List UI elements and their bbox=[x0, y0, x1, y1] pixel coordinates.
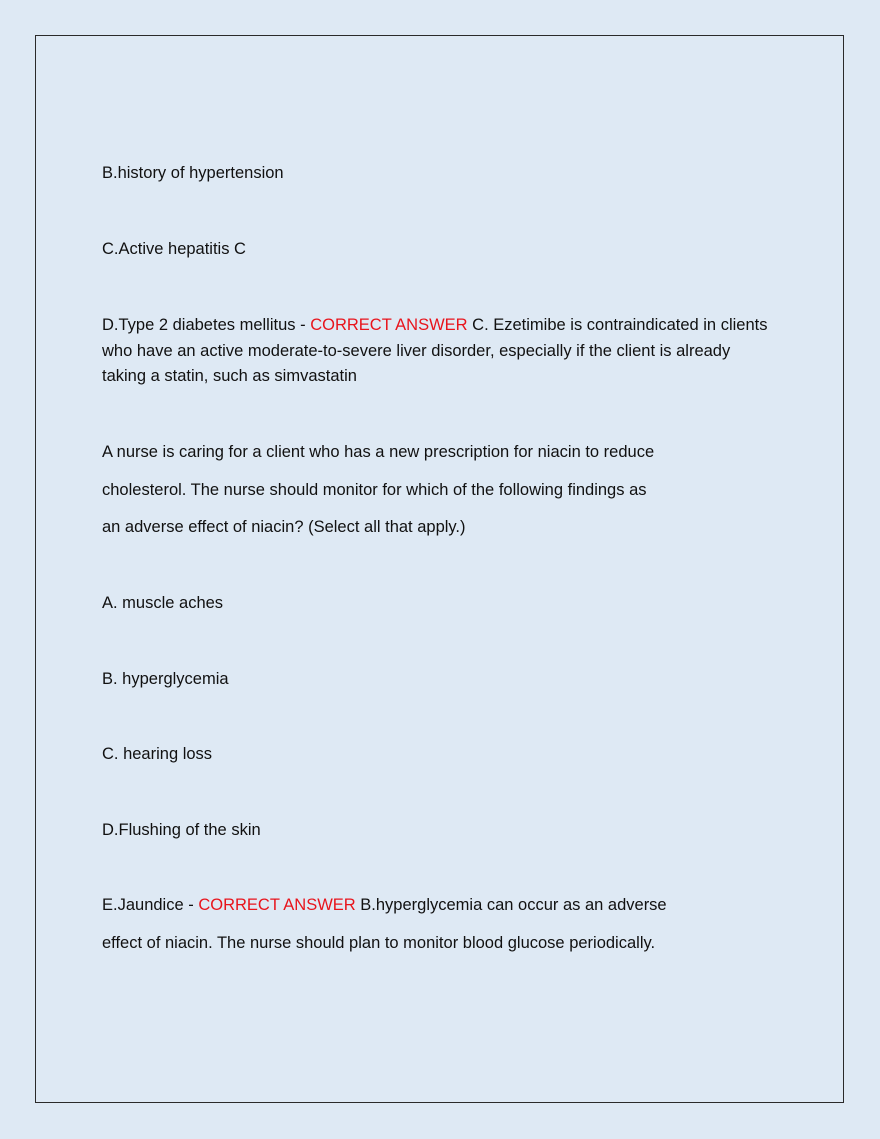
q1-option-b: B.history of hypertension bbox=[102, 164, 284, 182]
q1-option-c: C.Active hepatitis C bbox=[102, 240, 246, 258]
q1-rationale-line1: C. Ezetimibe is contraindicated in clients bbox=[467, 316, 768, 334]
q2-option-b: B. hyperglycemia bbox=[102, 670, 229, 688]
q2-option-c: C. hearing loss bbox=[102, 745, 213, 763]
q2-option-a: A. muscle aches bbox=[102, 594, 224, 612]
q2-option-e: E.Jaundice - bbox=[102, 896, 199, 914]
q1-option-d-line bbox=[102, 312, 767, 338]
q2-stem-line3: an adverse effect of niacin? (Select all that apply.) bbox=[102, 518, 466, 536]
q2-stem-line1: A nurse is caring for a client who has a new prescription for niacin to reduce bbox=[102, 443, 655, 461]
q1-option-d: D.Type 2 diabetes mellitus - bbox=[102, 316, 311, 334]
q1-correct-answer-label: CORRECT ANSWER bbox=[310, 316, 468, 334]
q2-option-d: D.Flushing of the skin bbox=[102, 821, 261, 839]
q1-rationale-line3: taking a statin, such as simvastatin bbox=[102, 367, 357, 385]
q2-rationale-line2: effect of niacin. The nurse should plan to monitor blood glucose periodically. bbox=[102, 934, 656, 952]
q2-correct-answer-label: CORRECT ANSWER bbox=[198, 896, 356, 914]
q2-option-e-line bbox=[102, 892, 667, 918]
q2-rationale-line1: B.hyperglycemia can occur as an adverse bbox=[355, 896, 667, 914]
q2-stem-line2: cholesterol. The nurse should monitor for which of the following findings as bbox=[102, 481, 647, 499]
q1-rationale-line2: who have an active moderate-to-severe liver disorder, especially if the client is already bbox=[102, 342, 731, 360]
